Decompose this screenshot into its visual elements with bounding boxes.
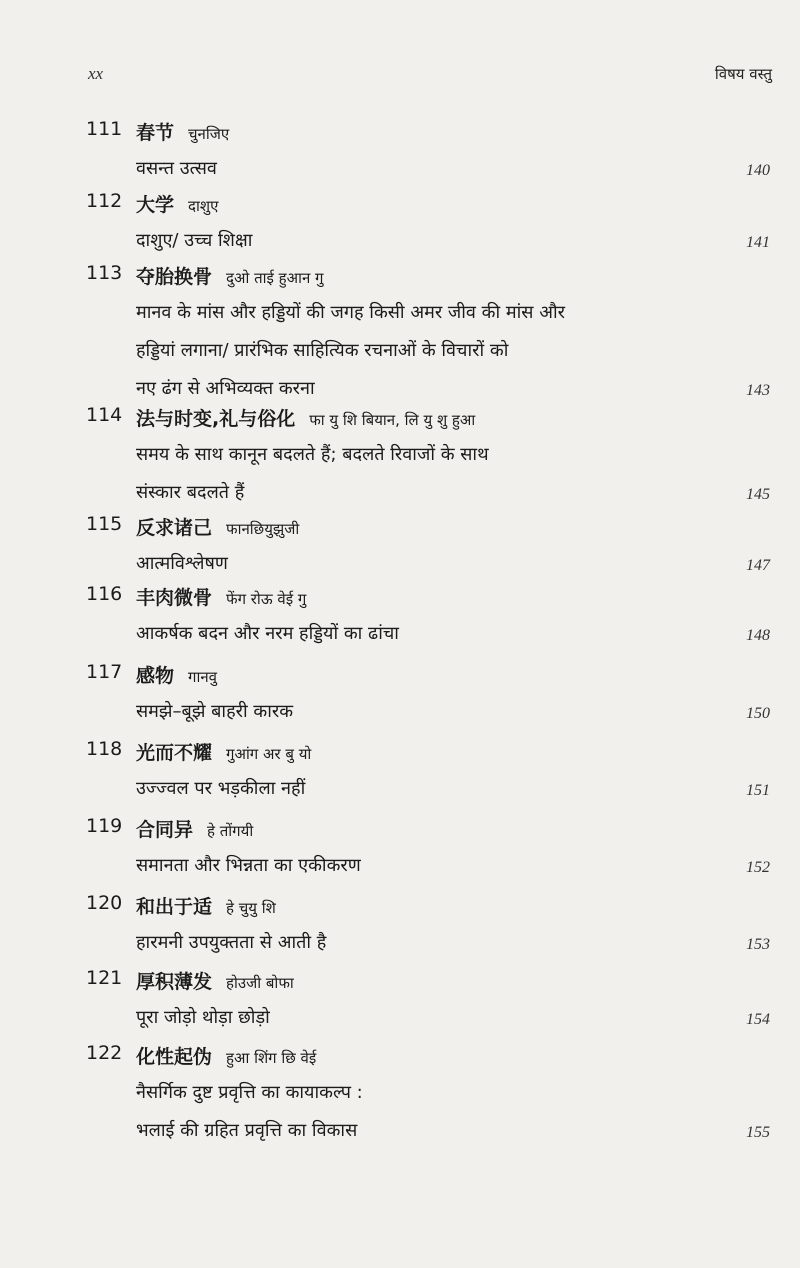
chinese-term: 夺胎换骨 — [136, 266, 213, 288]
entry-number: 114 — [86, 404, 123, 426]
transliteration: फा यु शि बियान, लि यु शु हुआ — [309, 411, 476, 429]
entry-heading — [136, 513, 299, 540]
chinese-term: 化性起伪 — [136, 1046, 213, 1068]
entry-heading — [136, 404, 475, 431]
transliteration: फानछियुझुजी — [226, 520, 300, 538]
entry-number: 120 — [86, 892, 123, 914]
entry-heading — [136, 815, 253, 842]
entry-heading — [136, 661, 217, 688]
page-reference[interactable]: 150 — [746, 705, 770, 722]
page-reference[interactable]: 148 — [746, 627, 770, 644]
transliteration: होउजी बोफा — [226, 974, 294, 992]
entry-number: 122 — [86, 1042, 123, 1064]
page-reference[interactable]: 147 — [746, 557, 770, 574]
transliteration: गानवु — [188, 668, 218, 686]
chinese-term: 和出于适 — [136, 896, 213, 918]
entry-description-line: हारमनी उपयुक्तता से आती है — [136, 932, 327, 953]
chinese-term: 反求诸己 — [136, 517, 213, 539]
chinese-term: 感物 — [136, 665, 175, 687]
entry-description-line: संस्कार बदलते हैं — [136, 482, 245, 503]
chinese-term: 丰肉微骨 — [136, 587, 213, 609]
entry-number: 121 — [86, 967, 123, 989]
chinese-term: 大学 — [136, 194, 175, 216]
page-reference[interactable]: 155 — [746, 1124, 770, 1141]
page-reference[interactable]: 140 — [746, 162, 770, 179]
chinese-term: 厚积薄发 — [136, 971, 213, 993]
transliteration: दुओ ताई हुआन गु — [226, 269, 324, 287]
entry-number: 111 — [86, 118, 123, 140]
entry-heading — [136, 583, 306, 610]
entry-number: 119 — [86, 815, 123, 837]
page-reference[interactable]: 141 — [746, 234, 770, 251]
entry-description-line: आत्मविश्लेषण — [136, 553, 228, 574]
entry-description-line: नए ढंग से अभिव्यक्त करना — [136, 378, 315, 399]
entry-description-line: दाशुए/ उच्च शिक्षा — [136, 230, 253, 251]
entry-description-line: उज्ज्वल पर भड़कीला नहीं — [136, 778, 306, 799]
entry-number: 115 — [86, 513, 123, 535]
entry-heading — [136, 967, 294, 994]
transliteration: चुनजिए — [188, 125, 230, 143]
page-reference[interactable]: 151 — [746, 782, 770, 799]
entry-heading — [136, 738, 311, 765]
page-reference[interactable]: 145 — [746, 486, 770, 503]
transliteration: हुआ शिंग छि वेई — [226, 1049, 317, 1067]
entry-number: 118 — [86, 738, 123, 760]
entry-heading — [136, 262, 324, 289]
entry-heading — [136, 118, 229, 145]
chinese-term: 法与时变,礼与俗化 — [136, 408, 296, 430]
entry-number: 117 — [86, 661, 123, 683]
transliteration: फेंग रोऊ वेई गु — [226, 590, 307, 608]
transliteration: दाशुए — [188, 197, 219, 215]
entry-heading — [136, 1042, 316, 1069]
page-reference[interactable]: 154 — [746, 1011, 770, 1028]
entry-heading — [136, 190, 218, 217]
entry-description-line: मानव के मांस और हड्डियों की जगह किसी अमर जीव की मांस और — [136, 302, 565, 323]
chinese-term: 合同异 — [136, 819, 194, 841]
entry-description-line: आकर्षक बदन और नरम हड्डियों का ढांचा — [136, 623, 399, 644]
transliteration: हे तोंगयी — [207, 822, 254, 840]
entry-description-line: भलाई की ग्रहित प्रवृत्ति का विकास — [136, 1120, 358, 1141]
entry-description-line: नैसर्गिक दुष्ट प्रवृत्ति का कायाकल्प : — [136, 1082, 363, 1103]
entry-description-line: वसन्त उत्सव — [136, 158, 217, 179]
entry-description-line: पूरा जोड़ो थोड़ा छोड़ो — [136, 1007, 270, 1028]
entry-description-line: समझे–बूझे बाहरी कारक — [136, 701, 294, 722]
transliteration: हे चुयु शि — [226, 899, 276, 917]
running-header: विषय वस्तु — [714, 65, 772, 83]
transliteration: गुआंग अर बु यो — [226, 745, 312, 763]
entry-heading — [136, 892, 276, 919]
page-reference[interactable]: 143 — [746, 382, 770, 399]
chinese-term: 光而不耀 — [136, 742, 213, 764]
chinese-term: 春节 — [136, 122, 175, 144]
entry-number: 116 — [86, 583, 123, 605]
page-number-roman: xx — [88, 64, 104, 83]
entry-description-line: समय के साथ कानून बदलते हैं; बदलते रिवाजों के साथ — [136, 444, 489, 465]
entry-description-line: समानता और भिन्नता का एकीकरण — [136, 855, 361, 876]
page-reference[interactable]: 152 — [746, 859, 770, 876]
page-reference[interactable]: 153 — [746, 936, 770, 953]
entry-number: 113 — [86, 262, 123, 284]
entry-description-line: हड्डियां लगाना/ प्रारंभिक साहित्यिक रचनाओं के विचारों को — [136, 340, 509, 361]
entry-number: 112 — [86, 190, 123, 212]
